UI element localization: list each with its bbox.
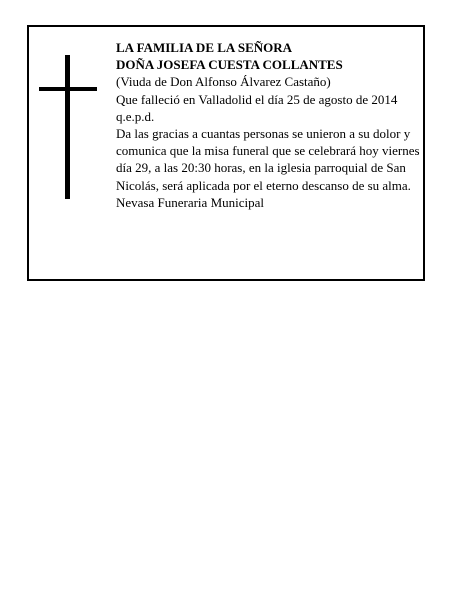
notice-text (116, 39, 421, 211)
deceased-name: DOÑA JOSEFA CUESTA COLLANTES (116, 57, 343, 73)
cross-horizontal-bar (39, 87, 97, 91)
family-heading: LA FAMILIA DE LA SEÑORA (116, 40, 293, 55)
thanks-paragraph: Da las gracias a cuantas personas se unieron a su dolor y comunica que la misa funeral que se celebrará hoy viernes día 29, a las 20:30 horas, en la iglesia parroquial de San Nicolás, será aplicada por el eterno descanso de su alma. (116, 126, 420, 193)
latin-cross-icon (39, 55, 99, 199)
widow-of-line: (Viuda de Don Alfonso Álvarez Castaño) (116, 74, 331, 90)
funeral-home-line: Nevasa Funeraria Municipal (116, 194, 265, 210)
obituary-notice (27, 25, 425, 281)
rip-line: q.e.p.d. (116, 108, 155, 124)
cross-vertical-bar (65, 55, 70, 199)
death-info-line: Que falleció en Valladolid el día 25 de agosto de 2014 (116, 91, 398, 107)
